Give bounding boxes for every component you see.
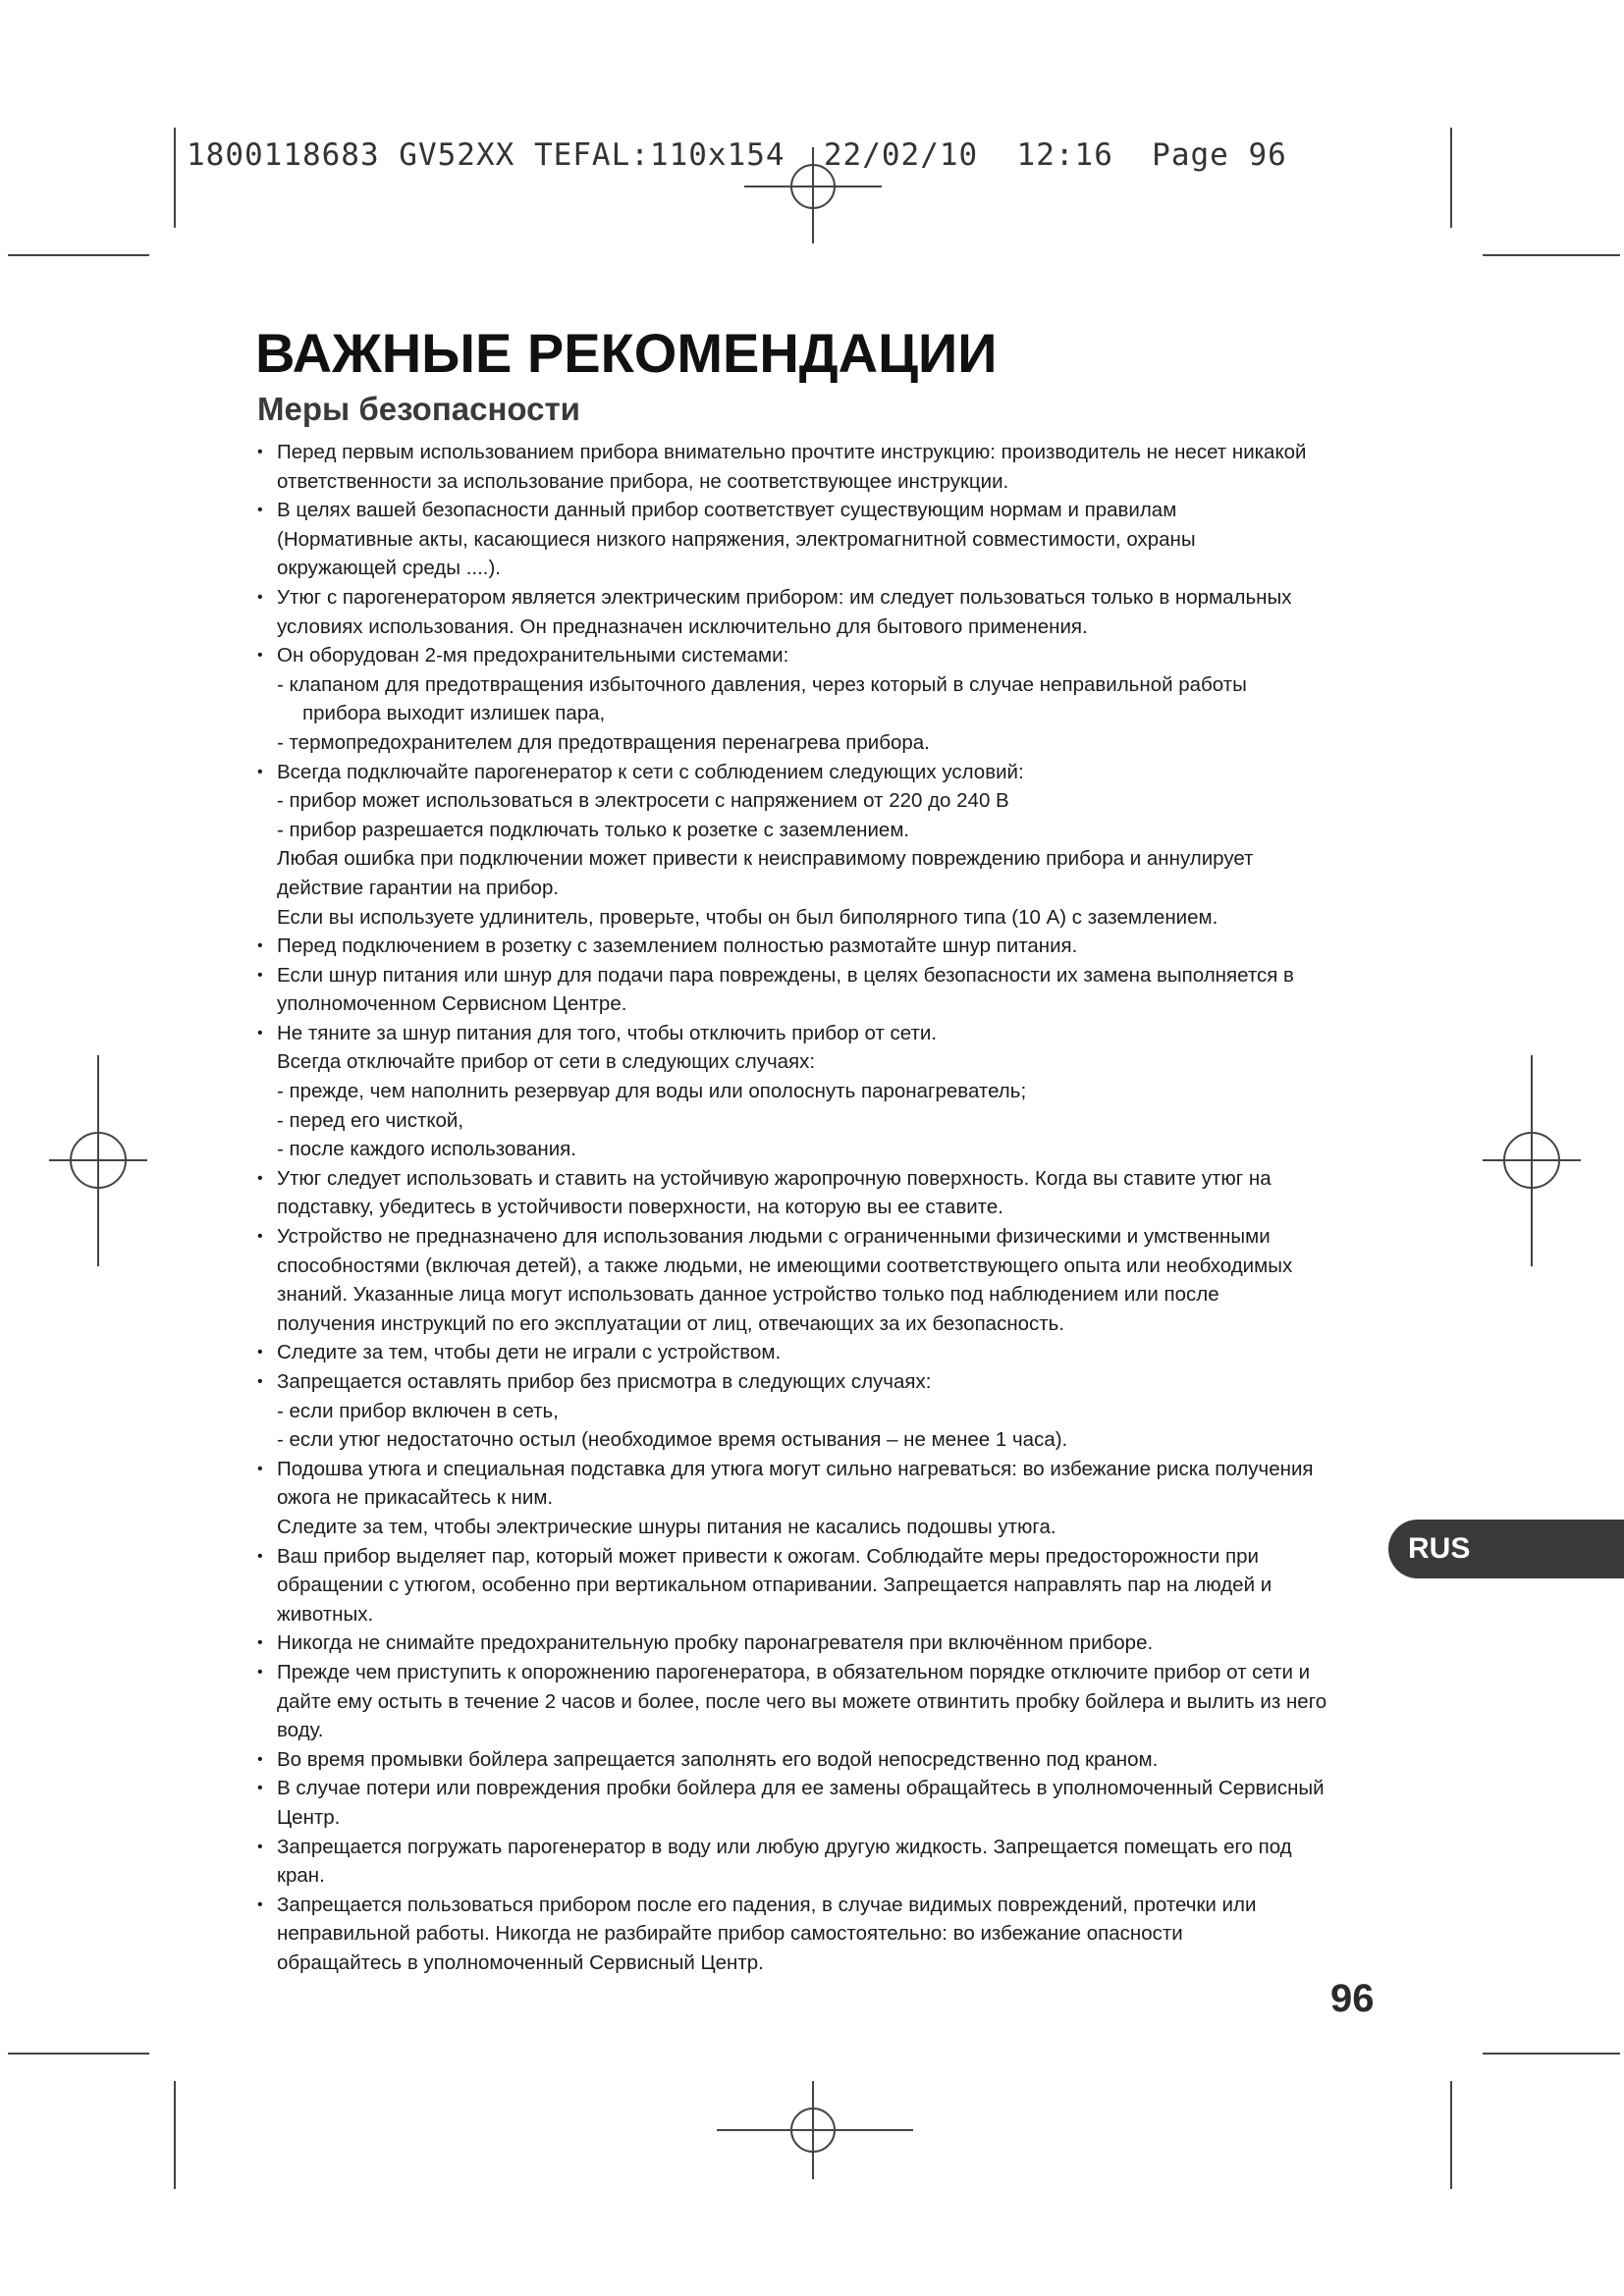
page-number: 96	[1330, 1977, 1375, 2020]
bullet-item-line: • Во время промывки бойлера запрещается заполнять его водой непосредственно под краном.	[255, 1745, 1404, 1775]
text-line: Всегда отключайте прибор от сети в следующих случаях:	[277, 1050, 816, 1074]
bullet-item-line: • В случае потери или повреждения пробки бойлера для ее замены обращайтесь в уполномоченный Сервисный	[255, 1774, 1404, 1803]
text-line: Центр.	[277, 1805, 341, 1829]
bullet-item-line: • Запрещается погружать парогенератор в воду или любую другую жидкость. Запрещается помещать его под	[255, 1833, 1404, 1862]
text-line: - перед его чисткой,	[277, 1108, 464, 1132]
text-line: обращении с утюгом, особенно при вертикальном отпаривании. Запрещается направлять пар на людей и	[277, 1574, 1272, 1597]
text-line: условиях использования. Он предназначен исключительно для бытового применения.	[277, 614, 1088, 638]
text-line: воду.	[277, 1719, 324, 1742]
bullet-item-line: • Прежде чем приступить к опорожнению парогенератора, в обязательном порядке отключите прибор от сети и	[255, 1658, 1404, 1687]
text-line: - прежде, чем наполнить резервуар для воды или ополоснуть паронагреватель;	[277, 1080, 1027, 1103]
text-line: - после каждого использования.	[277, 1138, 576, 1161]
document-body	[255, 320, 1404, 1977]
bullet-item-line: • Следите за тем, чтобы дети не играли с устройством.	[255, 1338, 1404, 1367]
bullet-item-line: • Никогда не снимайте предохранительную пробку паронагревателя при включённом приборе.	[255, 1629, 1404, 1658]
text-line: уполномоченном Сервисном Центре.	[277, 992, 627, 1016]
text-line: ожога не прикасайтесь к ним.	[277, 1486, 554, 1510]
bullet-item-line: • Запрещается пользоваться прибором после его падения, в случае видимых повреждений, протечки или	[255, 1891, 1404, 1920]
text-line: кран.	[277, 1864, 325, 1888]
text-line: - термопредохранителем для предотвращения перенагрева прибора.	[277, 730, 930, 754]
text-line: обращайтесь в уполномоченный Сервисный Центр.	[277, 1950, 764, 1974]
text-line: получения инструкций по его эксплуатации от лиц, отвечающих за их безопасность.	[277, 1311, 1065, 1335]
text-line: (Нормативные акты, касающиеся низкого напряжения, электромагнитной совместимости, охраны	[277, 527, 1196, 551]
bullet-item-line: • Ваш прибор выделяет пар, который может привести к ожогам. Соблюдайте меры предосторожности при	[255, 1542, 1404, 1572]
bullet-item-line: • Устройство не предназначено для использования людьми с ограниченными физическими и умственными	[255, 1222, 1404, 1252]
bullet-item-line: • Он оборудован 2-мя предохранительными системами:	[255, 641, 1404, 670]
text-line: - прибор разрешается подключать только к розетке с заземлением.	[277, 818, 910, 841]
bullet-item-line: • Подошва утюга и специальная подставка для утюга могут сильно нагреваться: во избежание риска получения	[255, 1455, 1404, 1484]
bullet-item-line: • Утюг с парогенератором является электрическим прибором: им следует пользоваться только в нормальных	[255, 583, 1404, 613]
text-line: дайте ему остыть в течение 2 часов и более, после чего вы можете отвинтить пробку бойлера и вылить из него	[277, 1689, 1327, 1713]
bullet-item-line: • Запрещается оставлять прибор без присмотра в следующих случаях:	[255, 1367, 1404, 1397]
text-line: окружающей среды ....).	[277, 557, 501, 580]
text-line: Если вы используете удлинитель, проверьте, чтобы он был биполярного типа (10 А) с заземлением.	[277, 905, 1218, 929]
text-line: неправильной работы. Никогда не разбирайте прибор самостоятельно: во избежание опасности	[277, 1922, 1183, 1946]
registration-mark-left	[49, 1055, 147, 1266]
text-line: - если утюг недостаточно остыл (необходимое время остывания – не менее 1 часа).	[277, 1428, 1068, 1452]
page-title: ВАЖНЫЕ РЕКОМЕНДАЦИИ	[255, 322, 998, 384]
bullet-item-line: • Перед подключением в розетку с заземлением полностью размотайте шнур питания.	[255, 932, 1404, 961]
text-line: Следите за тем, чтобы электрические шнуры питания не касались подошвы утюга.	[277, 1515, 1056, 1538]
registration-mark-right	[1483, 1055, 1581, 1266]
bullet-item-line: • Всегда подключайте парогенератор к сети с соблюдением следующих условий:	[255, 758, 1404, 787]
text-line: знаний. Указанные лица могут использовать данное устройство только под наблюдением или после	[277, 1283, 1219, 1307]
text-line: - прибор может использоваться в электросети с напряжением от 220 до 240 В	[277, 789, 1009, 813]
text-line: действие гарантии на прибор.	[277, 876, 560, 899]
text-line: Любая ошибка при подключении может привести к неисправимому повреждению прибора и аннулирует	[277, 847, 1254, 871]
text-line: животных.	[277, 1602, 374, 1626]
text-line: подставку, убедитесь в устойчивости поверхности, на которую вы ее ставите.	[277, 1196, 1003, 1219]
bullet-item-line: • Перед первым использованием прибора внимательно прочтите инструкцию: производитель не несет никакой	[255, 438, 1404, 467]
bullet-item-line: • Не тяните за шнур питания для того, чтобы отключить прибор от сети.	[255, 1019, 1404, 1048]
text-line: прибора выходит излишек пара,	[302, 702, 606, 725]
text-line: - если прибор включен в сеть,	[277, 1399, 559, 1422]
language-tab: RUS	[1388, 1520, 1624, 1578]
bullet-item-line: • Утюг следует использовать и ставить на устойчивую жаропрочную поверхность. Когда вы ставите утюг на	[255, 1164, 1404, 1194]
text-line: - клапаном для предотвращения избыточного давления, через который в случае неправильной работы	[277, 672, 1247, 696]
bullet-item-line: • В целях вашей безопасности данный прибор соответствует существующим нормам и правилам	[255, 496, 1404, 525]
text-line: способностями (включая детей), а также людьми, не имеющими соответствующего опыта или необходимых	[277, 1254, 1293, 1277]
print-slug-header: 1800118683 GV52XX TEFAL:110x154 22/02/10 12:16 Page 96	[187, 137, 1287, 173]
text-line: ответственности за использование прибора, не соответствующее инструкции.	[277, 469, 1009, 493]
registration-mark-bottom	[717, 2081, 913, 2179]
bullet-item-line: • Если шнур питания или шнур для подачи пара повреждены, в целях безопасности их замена выполняется в	[255, 961, 1404, 990]
safety-instructions-list	[255, 438, 1404, 1977]
section-subtitle: Меры безопасности	[257, 391, 580, 427]
